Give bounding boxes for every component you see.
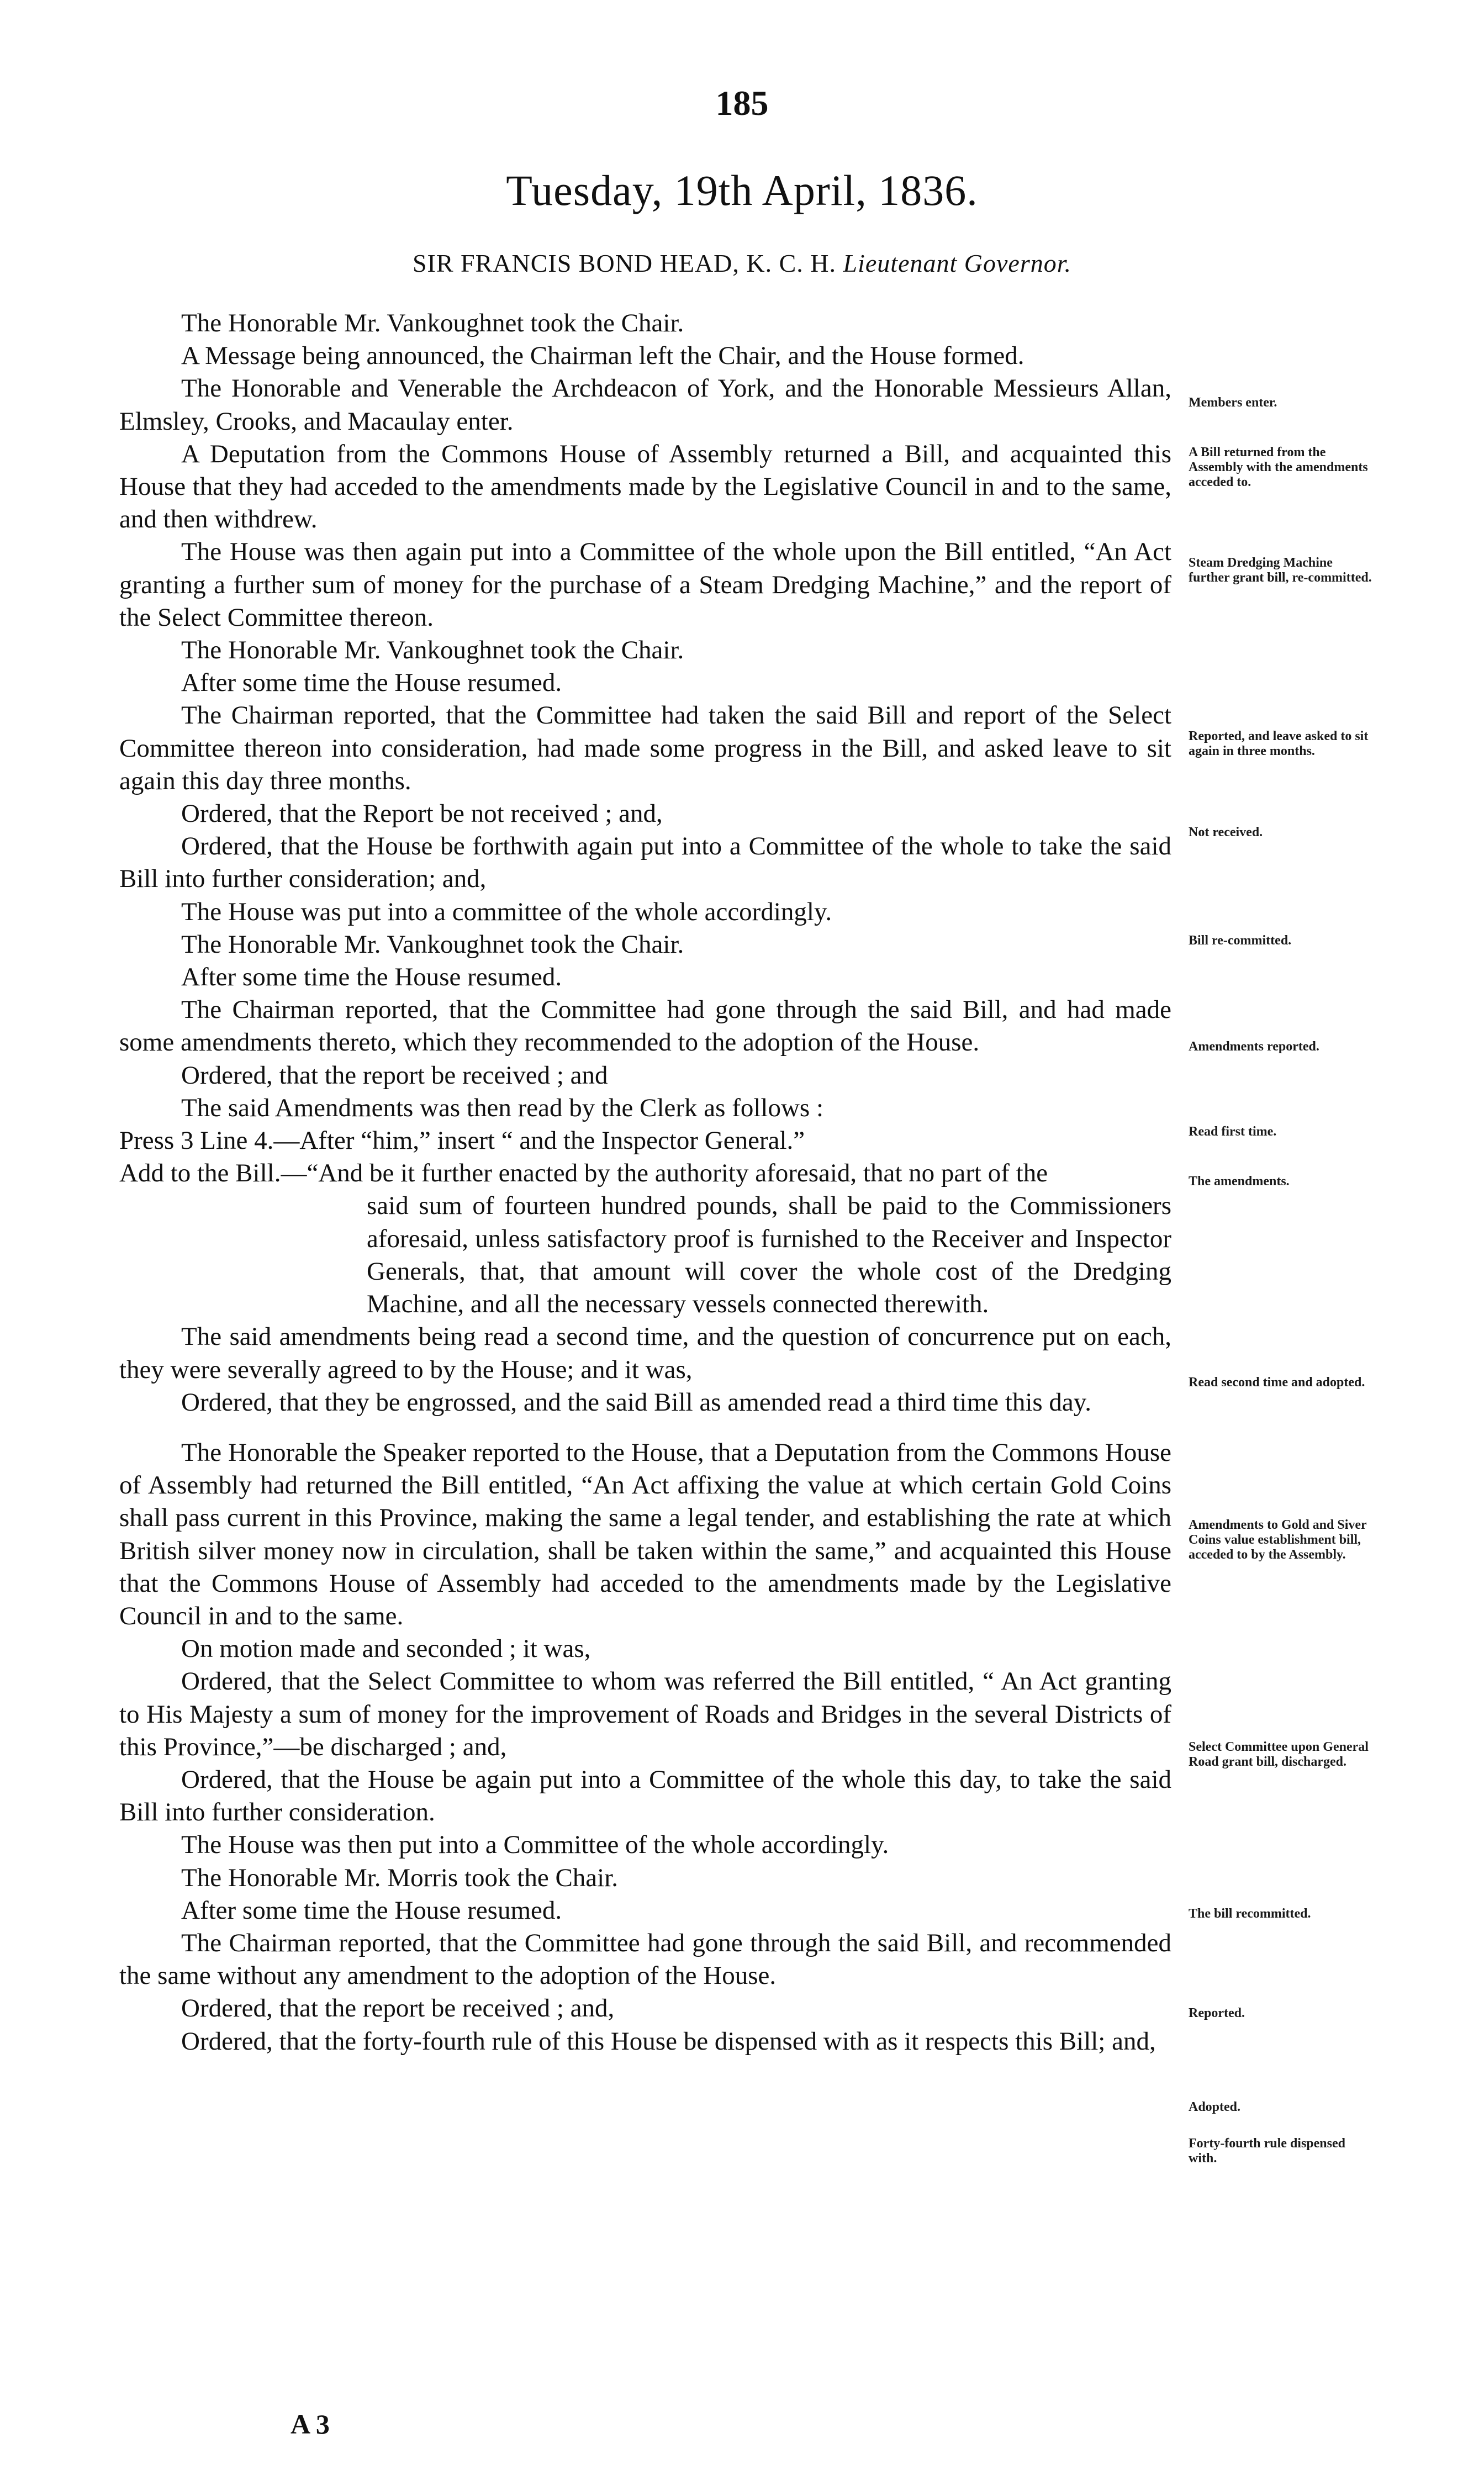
journal-body (119, 307, 1171, 2058)
margin-note: Amendments to Gold and Siver Coins value establishment bill, acceded to by the Assembly. (1189, 1518, 1367, 1562)
session-date-heading: Tuesday, 19th April, 1836. (506, 166, 978, 214)
page-number: 185 (715, 83, 769, 123)
paragraph: Ordered, that the Report be not received ; and, (181, 799, 663, 828)
paragraph: The Honorable and Venerable the Archdeacon of York, and the Honorable Messieurs Allan, Elmsley, Crooks, and Macaulay enter. (119, 374, 1171, 436)
margin-note: Not received. (1189, 825, 1263, 840)
paragraph: Ordered, that the House be forthwith again put into a Committee of the whole to take the said Bill into further consideration; and, (119, 832, 1171, 894)
paragraph: After some time the House resumed. (181, 668, 562, 698)
paragraph: The House was then put into a Committee of the whole accordingly. (181, 1830, 889, 1860)
margin-note: The bill recommitted. (1189, 1907, 1311, 1921)
paragraph: The Honorable Mr. Vankoughnet took the Chair. (181, 309, 684, 337)
paragraph: The Honorable Mr. Vankoughnet took the Chair. (181, 636, 684, 665)
margin-note: Members enter. (1189, 395, 1277, 410)
paragraph: The Chairman reported, that the Committee had gone through the said Bill, and had made some amendments thereto, which they recommended to the adoption of the House. (119, 995, 1171, 1057)
paragraph: Ordered, that they be engrossed, and the said Bill as amended read a third time this day. (181, 1387, 1091, 1417)
margin-note: Select Committee upon General Road grant bill, discharged. (1189, 1740, 1369, 1769)
margin-note: Steam Dredging Machine further grant bill, re-committed. (1189, 556, 1372, 585)
governor-role: Lieutenant Governor. (843, 249, 1072, 277)
paragraph: The said Amendments was then read by the Clerk as follows : (181, 1093, 823, 1122)
paragraph: The House was put into a committee of the whole accordingly. (181, 897, 832, 926)
paragraph: The said amendments being read a second time, and the question of concurrence put on each, they were severally agreed to by the House; and it was, (119, 1322, 1171, 1384)
paragraph: A Message being announced, the Chairman left the Chair, and the House formed. (181, 341, 1024, 371)
paragraph: Ordered, that the report be received ; and, (181, 1994, 615, 2023)
margin-note: Reported. (1189, 2006, 1245, 2020)
margin-note: Amendments reported. (1189, 1039, 1319, 1054)
margin-note: The amendments. (1189, 1174, 1290, 1189)
amendment-clause-text: said sum of fourteen hundred pounds, shall be paid to the Commissioners aforesaid, unless satisfactory proof is furnished to the Receiver and Inspector Generals, that, that amount will cover the whole cost of the Dredging Machine, and all the necessary vessels connected therewith. (367, 1191, 1171, 1319)
amendment-line: Press 3 Line 4.—After “him,” insert “ and the Inspector General.” (119, 1126, 805, 1155)
governor-line (0, 249, 1484, 278)
margin-note: Read second time and adopted. (1189, 1375, 1365, 1390)
margin-note: Bill re-committed. (1189, 933, 1292, 948)
paragraph: After some time the House resumed. (181, 963, 562, 992)
paragraph: The Honorable the Speaker reported to the House, that a Deputation from the Commons House of Assembly had returned the Bill entitled, “An Act affixing the value at which certain Gold Coins shall pass current in this Province, making the same a legal tender, and establishing the rate at which British silver money now in circulation, shall be taken within the same,” and acquainted this House that the Commons House of Assembly had acceded to the amendments made by the Legislative Council in and to the same. (119, 1438, 1171, 1630)
margin-note: Read first time. (1189, 1124, 1277, 1139)
signature-mark: A 3 (291, 2409, 330, 2440)
paragraph: Ordered, that the report be received ; and (181, 1060, 608, 1090)
paragraph: Ordered, that the forty-fourth rule of this House be dispensed with as it respects this Bill; and, (181, 2026, 1156, 2056)
margin-note: Forty-fourth rule dispensed with. (1189, 2136, 1345, 2166)
margin-note: A Bill returned from the Assembly with the amendments acceded to. (1189, 445, 1368, 489)
paragraph: The Chairman reported, that the Committee had gone through the said Bill, and recommended the same without any amendment to the adoption of the House. (119, 1928, 1171, 1991)
paragraph: On motion made and seconded ; it was, (181, 1634, 591, 1664)
paragraph: Ordered, that the Select Committee to whom was referred the Bill entitled, “ An Act granting to His Majesty a sum of money for the improvement of Roads and Bridges in the several Districts of this Province,”—be discharged ; and, (119, 1667, 1171, 1761)
margin-note: Adopted. (1189, 2100, 1241, 2114)
paragraph: Ordered, that the House be again put into a Committee of the whole this day, to take the said Bill into further consideration. (119, 1765, 1171, 1827)
amendment-clause-intro: Add to the Bill.—“And be it further enacted by the authority aforesaid, that no part of the (119, 1159, 1048, 1188)
governor-name: SIR FRANCIS BOND HEAD, K. C. H. (412, 249, 837, 277)
margin-note: Reported, and leave asked to sit again in three months. (1189, 729, 1369, 758)
paragraph: The Honorable Mr. Vankoughnet took the Chair. (181, 930, 684, 959)
paragraph: The House was then again put into a Committee of the whole upon the Bill entitled, “An Act granting a further sum of money for the purchase of a Steam Dredging Machine,” and the report of the Select Committee thereon. (119, 537, 1171, 632)
paragraph: The Chairman reported, that the Committee had taken the said Bill and report of the Select Committee thereon into consideration, had made some progress in the Bill, and asked leave to sit again this day three months. (119, 701, 1171, 795)
paragraph: The Honorable Mr. Morris took the Chair. (181, 1863, 619, 1892)
paragraph: After some time the House resumed. (181, 1896, 562, 1925)
paragraph: A Deputation from the Commons House of Assembly returned a Bill, and acquainted this House that they had acceded to the amendments made by the Legislative Council in and to the same, and then withdrew. (119, 439, 1171, 534)
